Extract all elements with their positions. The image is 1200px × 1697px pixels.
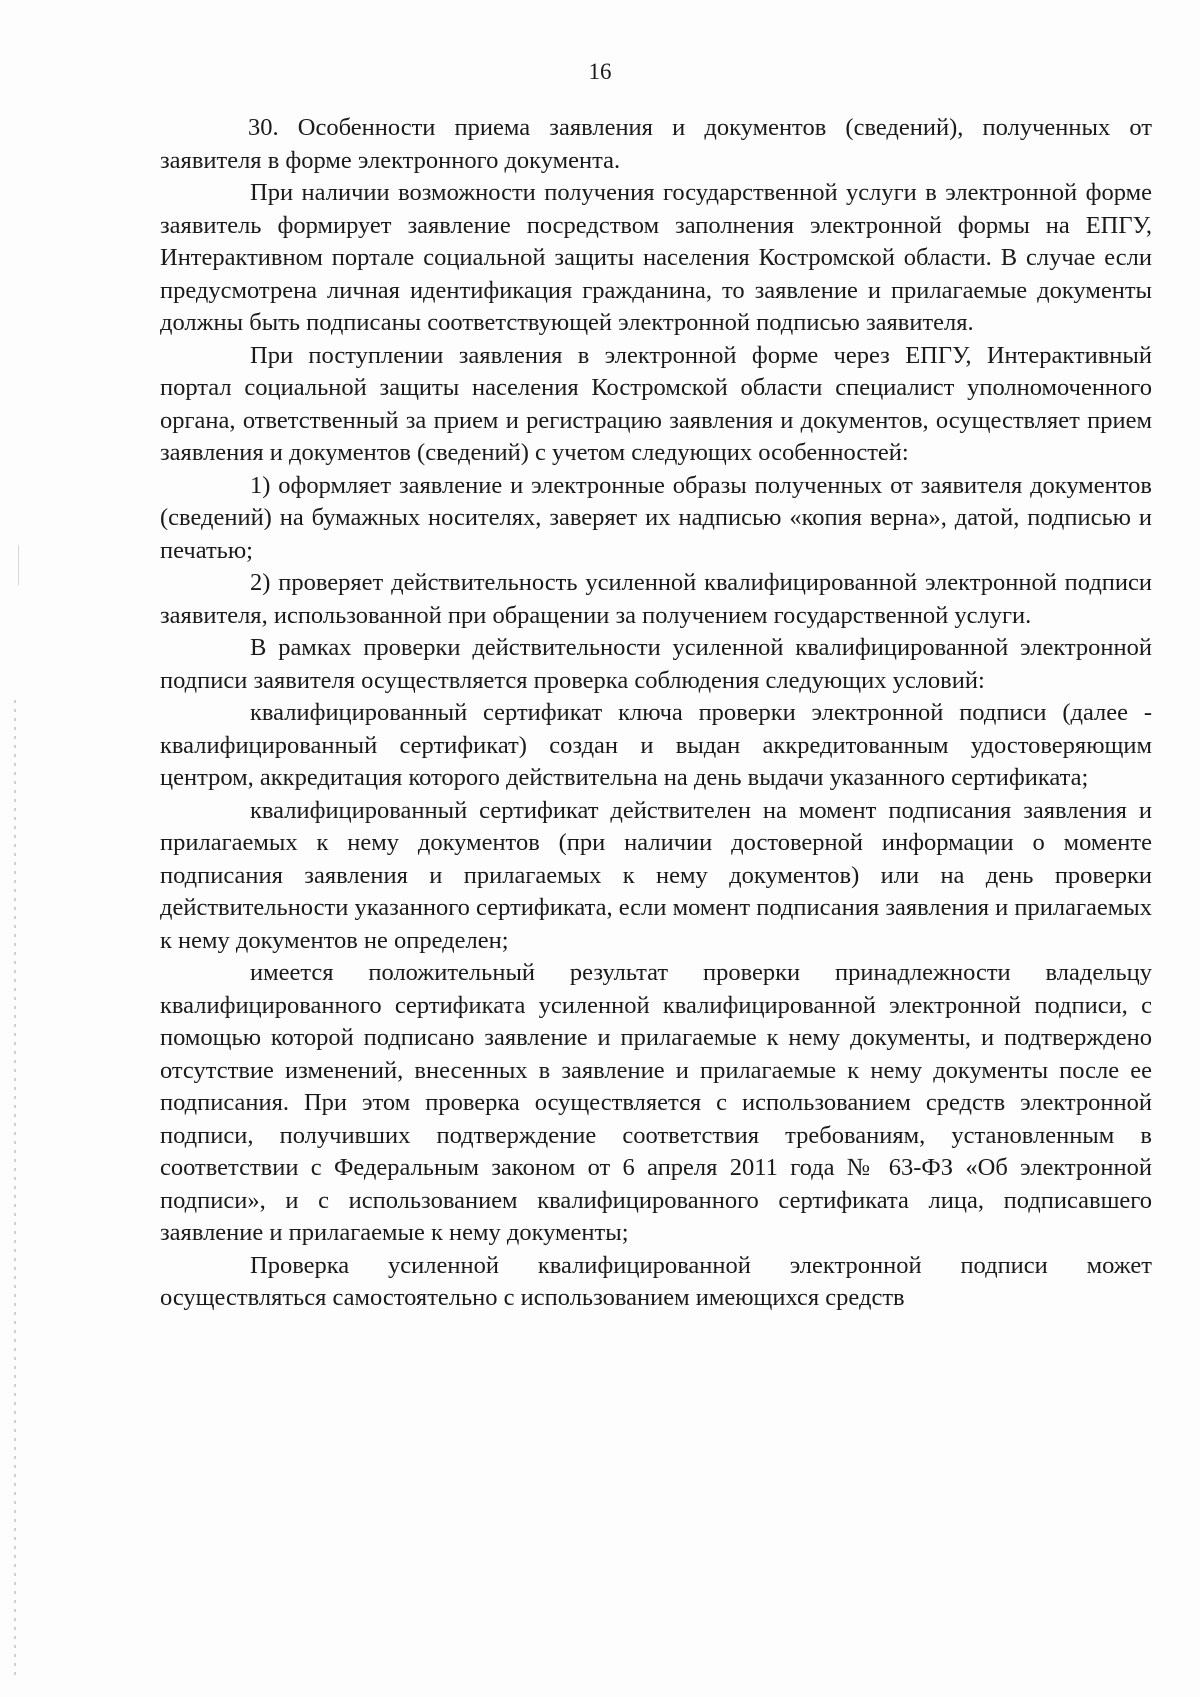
paragraph-verification-method: Проверка усиленной квалифицированной электронной подписи может осуществляться самостоятельно с использованием имеющихся средств: [160, 1251, 1152, 1311]
paragraph-section-30-heading: 30. Особенности приема заявления и документов (сведений), полученных от заявителя в форме электронного документа.: [160, 114, 1152, 174]
paragraph-receipt-via-epgu: При поступлении заявления в электронной форме через ЕПГУ, Интерактивный портал социальной защиты населения Костромской области специалист уполномоченного органа, ответственный за прием и регистрацию заявления и документов, осуществляет прием заявления и документов (сведений) с учетом следующих особенностей:: [160, 341, 1152, 466]
document-body: [160, 112, 1152, 1315]
scan-margin-artifact: [18, 545, 19, 585]
paragraph-item-2: 2) проверяет действительность усиленной квалифицированной электронной подписи заявителя, использованной при обращении за получением государственной услуги.: [160, 569, 1152, 629]
paragraph-item-1: 1) оформляет заявление и электронные образы полученных от заявителя документов (сведений) на бумажных носителях, заверяет их надписью «копия верна», датой, подписью и печатью;: [160, 471, 1152, 564]
paragraph-condition-certificate-valid: квалифицированный сертификат действителен на момент подписания заявления и прилагаемых к нему документов (при наличии достоверной информации о моменте подписания заявления и прилагаемых к нему документов) или на день проверки действительности указанного сертификата, если момент подписания заявления и прилагаемых к нему документов не определен;: [160, 796, 1152, 954]
scan-margin-artifact: [14, 700, 16, 1680]
paragraph-condition-ownership-check: имеется положительный результат проверки принадлежности владельцу квалифицированного сертификата усиленной квалифицированной электронной подписи, с помощью которой подписано заявление и прилагаемые к нему документы, и подтверждено отсутствие изменений, внесенных в заявление и прилагаемые к нему документы после ее подписания. При этом проверка осуществляется с использованием средств электронной подписи, получивших подтверждение соответствия требованиям, установленным в соответствии с Федеральным законом от 6 апреля 2011 года № 63-ФЗ «Об электронной подписи», и с использованием квалифицированного сертификата лица, подписавшего заявление и прилагаемые к нему документы;: [160, 959, 1152, 1246]
paragraph-verification-conditions: В рамках проверки действительности усиленной квалифицированной электронной подписи заявителя осуществляется проверка соблюдения следующих условий:: [160, 634, 1152, 694]
page-number: 16: [588, 59, 612, 84]
paragraph-electronic-form: При наличии возможности получения государственной услуги в электронной форме заявитель формирует заявление посредством заполнения электронной формы на ЕПГУ, Интерактивном портале социальной защиты населения Костромской области. В случае если предусмотрена личная идентификация гражданина, то заявление и прилагаемые документы должны быть подписаны соответствующей электронной подписью заявителя.: [160, 179, 1152, 336]
paragraph-condition-certificate-issued: квалифицированный сертификат ключа проверки электронной подписи (далее - квалифицированный сертификат) создан и выдан аккредитованным удостоверяющим центром, аккредитация которого действительна на день выдачи указанного сертификата;: [160, 699, 1152, 791]
